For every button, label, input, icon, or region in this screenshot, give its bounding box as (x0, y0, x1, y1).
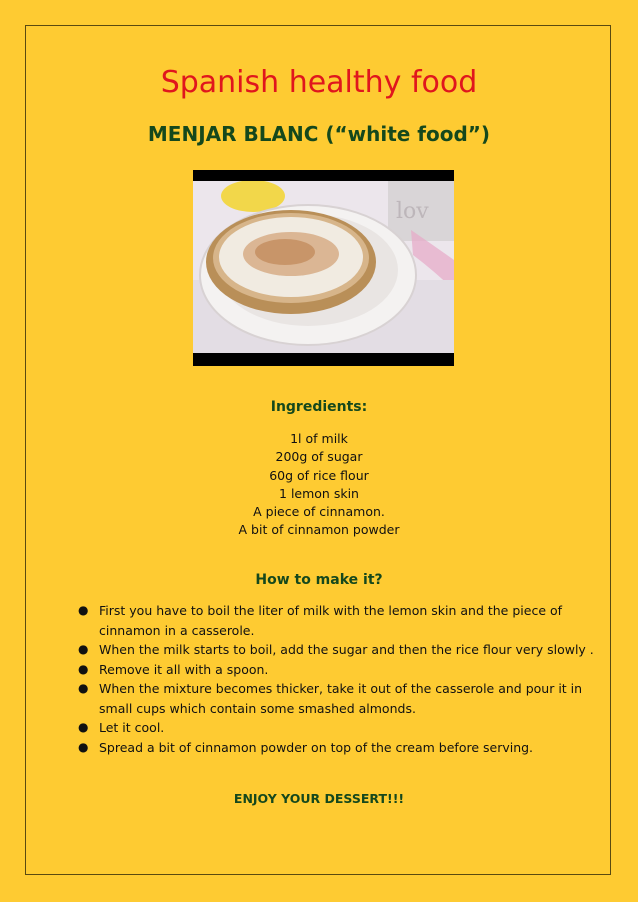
step-item: ● Remove it all with a spoon. (78, 660, 598, 680)
bullet-icon: ● (78, 642, 89, 656)
bullet-icon: ● (78, 603, 89, 617)
ingredient-item: 60g of rice flour (269, 467, 369, 483)
ingredient-item: 200g of sugar (275, 449, 363, 465)
step-item: ● When the mixture becomes thicker, take it out of the casserole and pour it in small cups which contain some smashed almonds. (78, 681, 583, 716)
method-heading: How to make it? (255, 572, 383, 588)
step-item: ● First you have to boil the liter of milk with the lemon skin and the piece of cinnamon in a casserole. (78, 603, 563, 638)
bullet-icon: ● (78, 681, 89, 695)
dessert-photo (193, 170, 454, 366)
method-steps (78, 601, 598, 757)
page-title: Spanish healthy food (160, 65, 478, 100)
ingredients-heading: Ingredients: (270, 399, 368, 415)
bullet-icon: ● (78, 720, 89, 734)
ingredient-item: 1l of milk (290, 431, 348, 446)
recipe-title: MENJAR BLANC (“white food”) (147, 122, 491, 146)
ingredient-item: A bit of cinnamon powder (238, 522, 400, 538)
ingredients-list (0, 430, 638, 540)
step-item: ● Spread a bit of cinnamon powder on top of the cream before serving. (78, 738, 598, 758)
mug-lettering: lov (396, 199, 429, 224)
closing-line: ENJOY YOUR DESSERT!!! (233, 791, 405, 806)
ingredient-item: A piece of cinnamon. (253, 504, 385, 520)
step-item: ● Let it cool. (78, 718, 598, 738)
bullet-icon: ● (78, 739, 89, 754)
ingredient-item: 1 lemon skin (279, 485, 359, 501)
bullet-icon: ● (78, 661, 89, 676)
step-item: ● When the milk starts to boil, add the sugar and then the rice flour very slowly . (78, 640, 598, 660)
